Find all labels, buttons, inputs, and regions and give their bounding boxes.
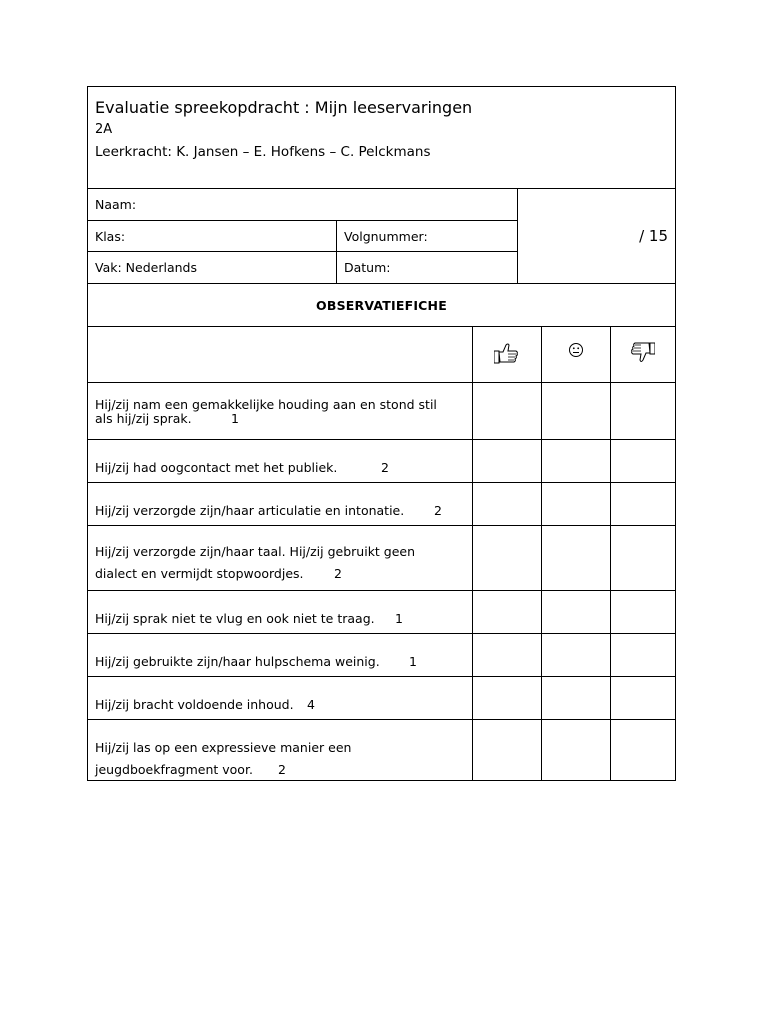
thumbs-up-column — [473, 327, 542, 382]
neutral-column — [542, 327, 611, 382]
criterion-line-2: jeugdboekfragment voor. — [95, 762, 253, 777]
score-cell-bad[interactable] — [611, 591, 675, 633]
score-cell-neutral[interactable] — [542, 383, 611, 439]
criterion-points: 1 — [231, 411, 239, 426]
date-label: Datum: — [344, 260, 391, 275]
subject-label: Vak: Nederlands — [95, 260, 197, 275]
score-cell-good[interactable] — [473, 591, 542, 633]
score-cell-good[interactable] — [473, 677, 542, 719]
score-cell-good[interactable] — [473, 720, 542, 781]
score-box[interactable] — [517, 189, 675, 283]
icon-header-row — [88, 327, 675, 383]
date-field[interactable] — [337, 252, 517, 283]
sheet-title: Evaluatie spreekopdracht : Mijn leeservaringen — [95, 98, 473, 117]
criterion-points: 2 — [334, 566, 342, 581]
class-label: Klas: — [95, 228, 126, 244]
name-field[interactable] — [88, 189, 517, 221]
score-cell-bad[interactable] — [611, 383, 675, 439]
score-cell-good[interactable] — [473, 383, 542, 439]
criterion-text-cell — [88, 591, 473, 633]
criterion-points: 1 — [395, 611, 403, 626]
score-cell-neutral[interactable] — [542, 526, 611, 590]
score-cell-neutral[interactable] — [542, 720, 611, 781]
number-label: Volgnummer: — [344, 228, 428, 244]
score-cell-bad[interactable] — [611, 677, 675, 719]
criterion-text-cell — [88, 483, 473, 525]
criterion-row — [88, 440, 675, 483]
sheet-header — [88, 87, 675, 189]
criterion-text-cell — [88, 677, 473, 719]
score-cell-bad[interactable] — [611, 483, 675, 525]
criterion-line-1: Hij/zij sprak niet te vlug en ook niet te traag. — [95, 611, 375, 626]
criterion-points: 2 — [278, 762, 286, 777]
criterion-points: 2 — [434, 503, 442, 518]
number-field[interactable] — [337, 221, 517, 252]
criterion-points: 1 — [409, 654, 417, 669]
evaluation-sheet — [87, 86, 676, 781]
criterion-line-1: Hij/zij bracht voldoende inhoud. — [95, 697, 294, 712]
criterion-text-cell — [88, 720, 473, 781]
criterion-line-1: Hij/zij verzorgde zijn/haar articulatie en intonatie. — [95, 503, 405, 518]
criterion-row — [88, 720, 675, 781]
score-cell-bad[interactable] — [611, 634, 675, 676]
score-total: / 15 — [639, 227, 668, 245]
criterion-line-2: als hij/zij sprak. — [95, 411, 192, 426]
criterion-line-1: Hij/zij nam een gemakkelijke houding aan en stond stil — [95, 397, 437, 412]
score-cell-good[interactable] — [473, 526, 542, 590]
class-code: 2A — [95, 122, 113, 137]
criterion-line-1: Hij/zij gebruikte zijn/haar hulpschema weinig. — [95, 654, 380, 669]
subject-field — [88, 252, 337, 283]
criterion-text-cell — [88, 634, 473, 676]
neutral-face-icon — [568, 342, 584, 362]
criterion-row — [88, 526, 675, 591]
score-cell-good[interactable] — [473, 634, 542, 676]
class-field[interactable] — [88, 221, 337, 252]
criterion-line-1: Hij/zij verzorgde zijn/haar taal. Hij/zij gebruikt geen — [95, 544, 416, 559]
thumbs-down-icon — [631, 342, 655, 368]
criterion-row — [88, 591, 675, 634]
criterion-line-1: Hij/zij las op een expressieve manier een — [95, 740, 352, 755]
criterion-row — [88, 483, 675, 526]
observation-title: OBSERVATIEFICHE — [88, 284, 675, 327]
score-cell-neutral[interactable] — [542, 634, 611, 676]
criterion-text-cell — [88, 526, 473, 590]
score-cell-good[interactable] — [473, 440, 542, 482]
criterion-row — [88, 383, 675, 440]
criterion-line-1: Hij/zij had oogcontact met het publiek. — [95, 460, 338, 475]
thumbs-down-column — [611, 327, 675, 382]
score-cell-neutral[interactable] — [542, 677, 611, 719]
score-cell-bad[interactable] — [611, 526, 675, 590]
criterion-text-cell — [88, 383, 473, 439]
score-cell-bad[interactable] — [611, 440, 675, 482]
criterion-line-2: dialect en vermijdt stopwoordjes. — [95, 566, 304, 581]
criterion-text-cell — [88, 440, 473, 482]
criterion-points: 4 — [307, 697, 315, 712]
criterion-points: 2 — [381, 460, 389, 475]
score-cell-bad[interactable] — [611, 720, 675, 781]
score-cell-neutral[interactable] — [542, 483, 611, 525]
thumbs-up-icon — [494, 342, 520, 368]
student-info-block — [88, 189, 675, 284]
score-cell-good[interactable] — [473, 483, 542, 525]
score-cell-neutral[interactable] — [542, 591, 611, 633]
header-empty-cell — [88, 327, 473, 382]
teachers-line: Leerkracht: K. Jansen – E. Hofkens – C. Pelckmans — [95, 144, 431, 160]
name-label: Naam: — [95, 197, 137, 212]
score-cell-neutral[interactable] — [542, 440, 611, 482]
criterion-row — [88, 677, 675, 720]
criterion-row — [88, 634, 675, 677]
